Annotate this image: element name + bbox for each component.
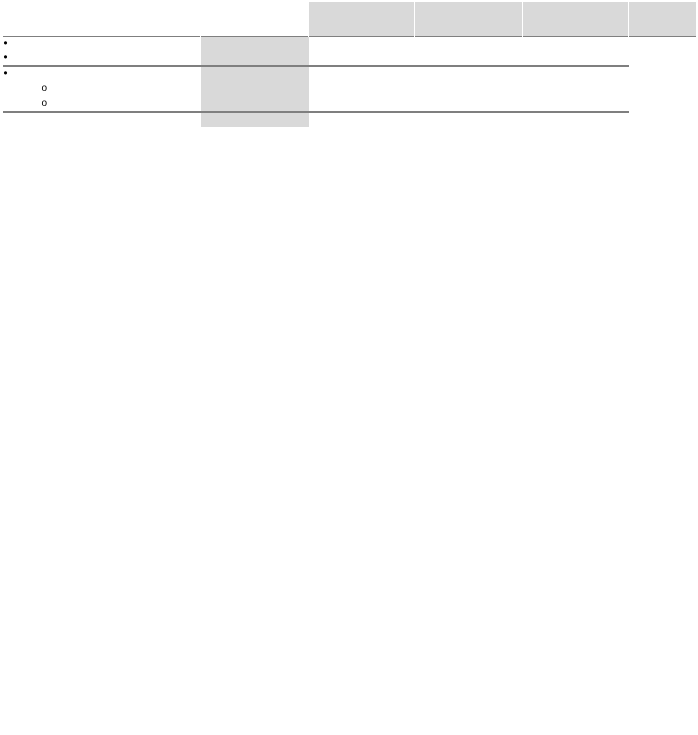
stat-label: [201, 81, 309, 96]
value-total: [309, 67, 415, 81]
value-total: [309, 37, 415, 51]
value-iv: [415, 51, 523, 66]
row-label-text: [6, 68, 36, 80]
header-stat-empty: [201, 2, 309, 37]
value-sc: [523, 81, 629, 96]
header-total: [309, 2, 415, 37]
table-row: [3, 67, 697, 81]
p-value: [629, 67, 697, 112]
header-empty: [3, 2, 201, 37]
value-total: [309, 81, 415, 96]
value-total: [309, 96, 415, 112]
row-label: [3, 81, 201, 96]
results-table: [2, 2, 697, 127]
row-label: [3, 96, 201, 112]
row-label: [3, 67, 201, 81]
row-label: [3, 113, 201, 128]
table-row: [3, 51, 697, 66]
value-sc: [523, 51, 629, 66]
row-label-text: [6, 82, 66, 94]
p-value: [629, 112, 697, 113]
header-sc: [523, 2, 629, 37]
stat-label: [201, 37, 309, 51]
header-row: [3, 2, 697, 37]
row-label: [3, 37, 201, 51]
p-value: [629, 37, 697, 66]
row-label-text: [6, 97, 66, 109]
row-label-text: [6, 38, 36, 50]
value-iv: [415, 81, 523, 96]
row-label: [3, 51, 201, 66]
stat-label: [201, 113, 309, 128]
value-sc: [523, 37, 629, 51]
value-iv: [415, 37, 523, 51]
value-sc: [523, 67, 629, 81]
row-label-text: [6, 52, 36, 64]
value-iv: [415, 67, 523, 81]
value-total: [309, 113, 415, 128]
stat-label: [201, 96, 309, 112]
value-iv: [415, 96, 523, 112]
table-row: [3, 81, 697, 96]
section-row: [3, 113, 697, 128]
table-row: [3, 96, 697, 112]
header-iv: [415, 2, 523, 37]
header-p: [629, 2, 697, 37]
table-row: [3, 37, 697, 51]
value-sc: [523, 96, 629, 112]
stat-label: [201, 51, 309, 66]
value-iv: [415, 113, 523, 128]
value-sc: [523, 113, 629, 128]
value-total: [309, 51, 415, 66]
stat-label: [201, 67, 309, 81]
